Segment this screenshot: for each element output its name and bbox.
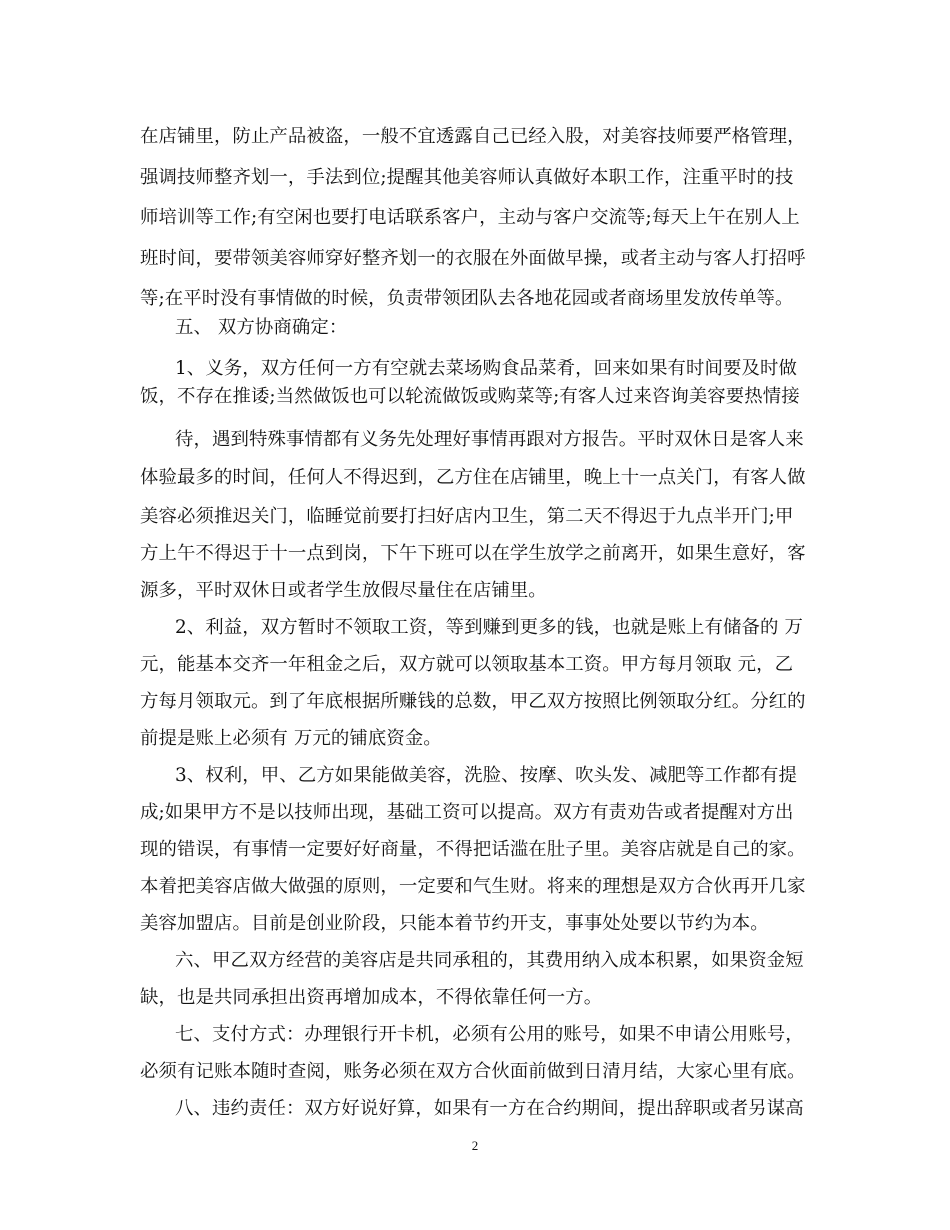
body-text-line: 等;在平时没有事情做的时候，负责带领团队去各地花园或者商场里发放传单等。	[140, 288, 794, 309]
body-text-line: 成;如果甲方不是以技师出现，基础工资可以提高。双方有责劝告或者提醒对方出	[140, 802, 794, 823]
body-text-line: 2、利益，双方暂时不领取工资，等到赚到更多的钱，也就是账上有储备的 万	[175, 617, 803, 638]
body-text-line: 八、违约责任：双方好说好算，如果有一方在合约期间，提出辞职或者另谋高	[175, 1098, 804, 1119]
body-text-line: 现的错误，有事情一定要好好商量，不得把话滥在肚子里。美容店就是自己的家。	[140, 839, 806, 860]
body-text-line: 待，遇到特殊事情都有义务先处理好事情再跟对方报告。平时双休日是客人来	[175, 429, 804, 450]
body-text-line: 前提是账上必须有 万元的铺底资金。	[140, 728, 442, 749]
body-text-line: 3、权利，甲、乙方如果能做美容，洗脸、按摩、吹头发、减肥等工作都有提	[175, 765, 797, 786]
body-text-line: 在店铺里，防止产品被盗，一般不宜透露自己已经入股，对美容技师要严格管理，	[140, 126, 806, 147]
page-number: 2	[471, 1138, 479, 1153]
body-text-line: 1、义务，双方任何一方有空就去菜场购食品菜肴，回来如果有时间要及时做	[175, 358, 797, 379]
body-text-line: 美容必须推迟关门，临睡觉前要打扫好店内卫生，第二天不得迟于九点半开门;甲	[140, 506, 794, 527]
body-text-line: 方上午不得迟于十一点到岗，下午下班可以在学生放学之前离开，如果生意好，客	[140, 543, 806, 564]
body-text-line: 元，能基本交齐一年租金之后，双方就可以领取基本工资。甲方每月领取 元，乙	[140, 654, 794, 675]
body-text-line: 饭，不存在推诿;当然做饭也可以轮流做饭或购菜等;有客人过来咨询美容要热情接	[140, 386, 800, 407]
body-text-line: 六、甲乙双方经营的美容店是共同承租的，其费用纳入成本积累，如果资金短	[175, 950, 804, 971]
section-heading: 五、 双方协商确定：	[175, 317, 348, 338]
body-text-line: 源多，平时双休日或者学生放假尽量住在店铺里。	[140, 580, 547, 601]
body-text-line: 必须有记账本随时查阅，账务必须在双方合伙面前做到日清月结，大家心里有底。	[140, 1061, 806, 1082]
body-text-line: 方每月领取元。到了年底根据所赚钱的总数，甲乙双方按照比例领取分红。分红的	[140, 691, 806, 712]
body-text-line: 班时间，要带领美容师穿好整齐划一的衣服在外面做早操，或者主动与客人打招呼	[140, 248, 806, 269]
body-text-line: 本着把美容店做大做强的原则，一定要和气生财。将来的理想是双方合伙再开几家	[140, 876, 806, 897]
body-text-line: 七、支付方式：办理银行开卡机，必须有公用的账号，如果不申请公用账号，	[175, 1024, 804, 1045]
body-text-line: 强调技师整齐划一，手法到位;提醒其他美容师认真做好本职工作，注重平时的技	[140, 167, 794, 188]
body-text-line: 师培训等工作;有空闲也要打电话联系客户，主动与客户交流等;每天上午在别人上	[140, 207, 800, 228]
body-text-line: 缺，也是共同承担出资再增加成本，不得依靠任何一方。	[140, 987, 603, 1008]
body-text-line: 体验最多的时间，任何人不得迟到，乙方住在店铺里，晚上十一点关门，有客人做	[140, 467, 806, 488]
body-text-line: 美容加盟店。目前是创业阶段，只能本着节约开支，事事处处要以节约为本。	[140, 913, 769, 934]
